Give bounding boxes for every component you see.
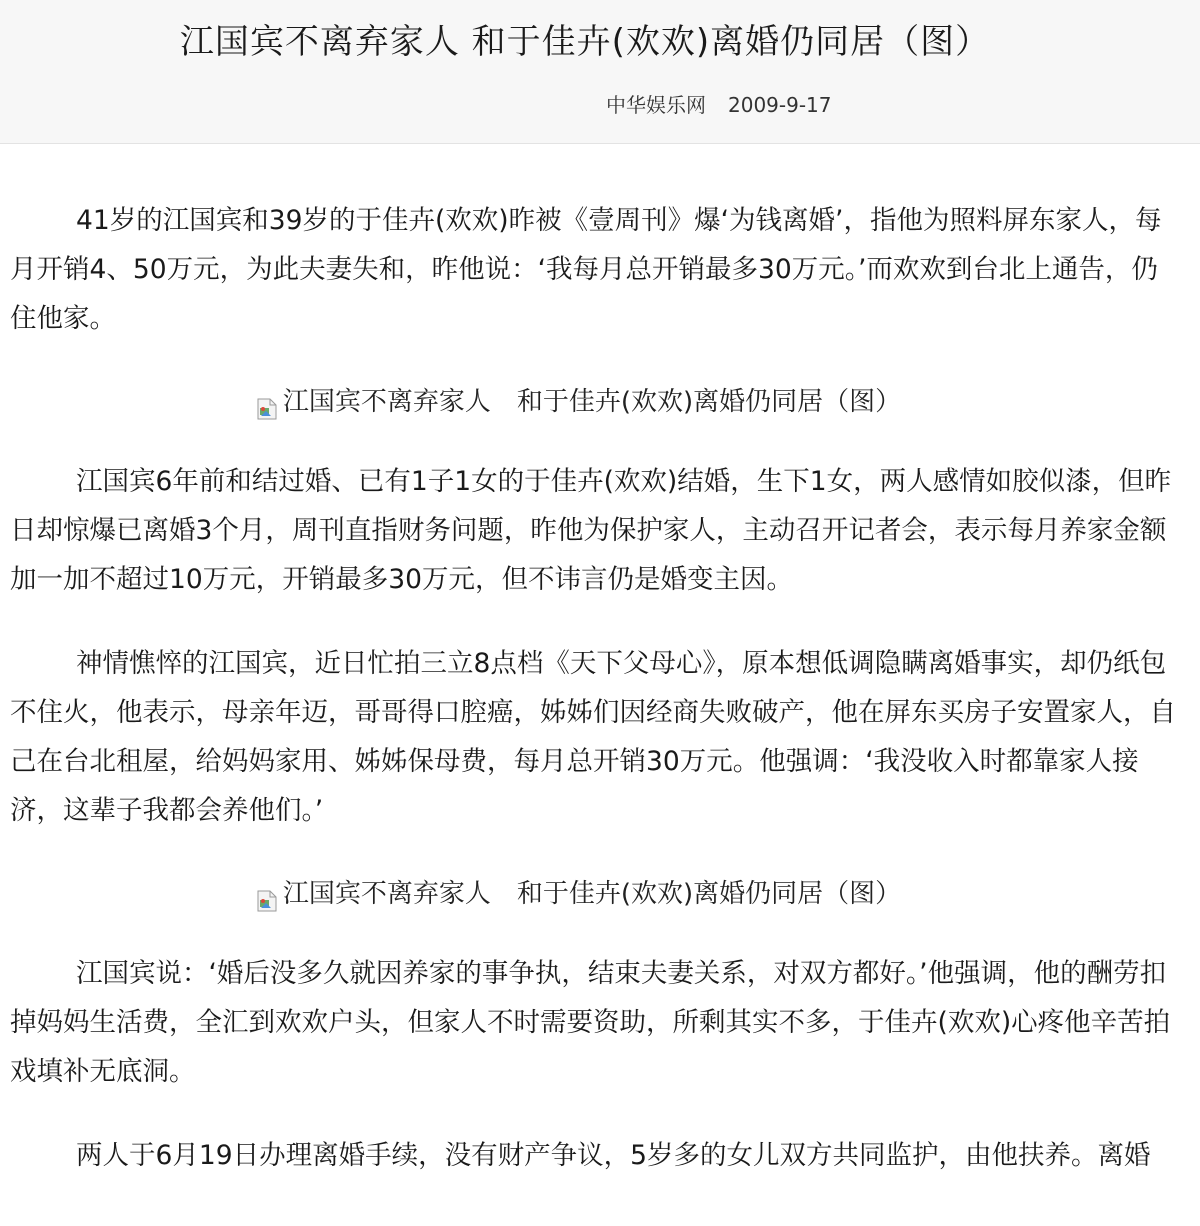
- paragraph-2: 江国宾6年前和结过婚、已有1子1女的于佳卉(欢欢)结婚，生下1女，两人感情如胶似漆，但昨日却惊爆已离婚3个月，周刊直指财务问题，昨他为保护家人，主动召开记者会，表示每月养家金额加一加不超过10万元，开销最多30万元，但不讳言仍是婚变主因。: [10, 466, 1172, 595]
- image-alt-text-1: 江国宾不离弃家人 和于佳卉(欢欢)离婚仍同居（图）: [282, 387, 902, 417]
- article-title: 江国宾不离弃家人 和于佳卉(欢欢)离婚仍同居（图）: [179, 22, 991, 62]
- image-alt-text-2: 江国宾不离弃家人 和于佳卉(欢欢)离婚仍同居（图）: [282, 879, 902, 909]
- broken-image-1: [10, 378, 1178, 427]
- article-header: [0, 0, 1200, 144]
- paragraph-4: 江国宾说：‘婚后没多久就因养家的事争执，结束夫妻关系，对双方都好。’他强调，他的酬劳扣掉妈妈生活费，全汇到欢欢户头，但家人不时需要资助，所剩其实不多，于佳卉(欢欢)心疼他辛苦拍戏填补无底洞。: [10, 958, 1171, 1087]
- broken-image-icon: [257, 388, 277, 410]
- broken-image-2: [10, 870, 1178, 919]
- paragraph-3: 神情憔悴的江国宾，近日忙拍三立8点档《天下父母心》，原本想低调隐瞒离婚事实，却仍纸包不住火，他表示，母亲年迈，哥哥得口腔癌，姊姊们因经商失败破产，他在屏东买房子安置家人，自己在台北租屋，给妈妈家用、姊姊保母费，每月总开销30万元。他强调：‘我没收入时都靠家人接济，这辈子我都会养他们。’: [10, 648, 1176, 826]
- article-meta: [606, 90, 832, 120]
- article-source: 中华娱乐网: [606, 93, 706, 117]
- paragraph-1: 41岁的江国宾和39岁的于佳卉(欢欢)昨被《壹周刊》爆‘为钱离婚’，指他为照料屏东家人，每月开销4、50万元，为此夫妻失和，昨他说：‘我每月总开销最多30万元。’而欢欢到台北上通告，仍住他家。: [10, 205, 1162, 334]
- paragraph-5: 两人于6月19日办理离婚手续，没有财产争议，5岁多的女儿双方共同监护，由他扶养。离婚: [76, 1140, 1151, 1171]
- article-date: 2009-9-17: [728, 93, 832, 117]
- article-body: [10, 196, 1178, 1180]
- broken-image-icon: [257, 880, 277, 902]
